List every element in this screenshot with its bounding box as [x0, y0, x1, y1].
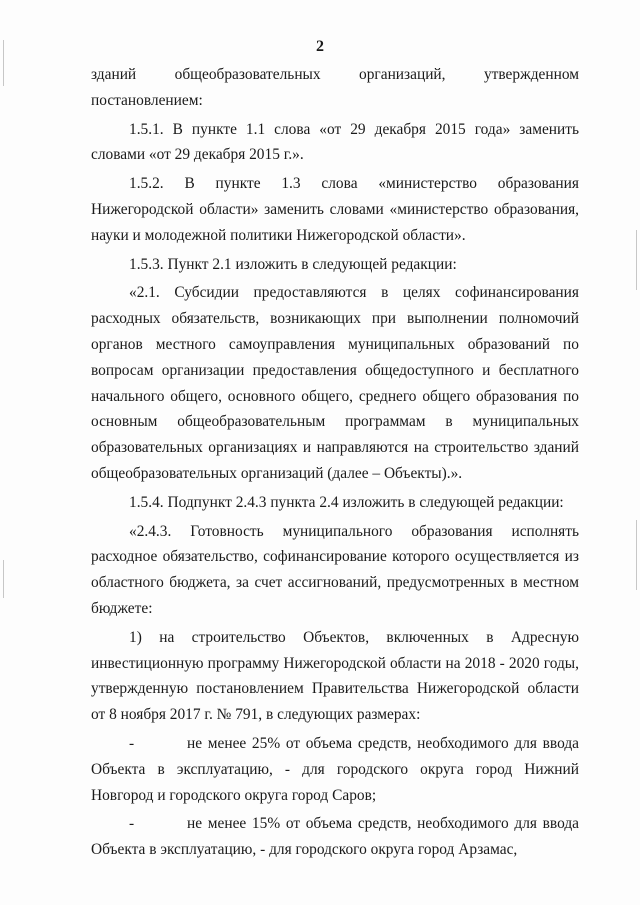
- scan-edge-mark: [3, 560, 4, 598]
- bullet-marker: -: [129, 815, 135, 833]
- bullet-item: [91, 731, 579, 808]
- bullet-item: [91, 811, 579, 863]
- page-number: 2: [316, 38, 324, 55]
- scan-edge-mark: [636, 520, 637, 590]
- paragraph-1-5-3: 1.5.3. Пункт 2.1 изложить в следующей редакции:: [129, 255, 457, 273]
- paragraph-1-5-4: 1.5.4. Подпункт 2.4.3 пункта 2.4 изложить в следующей редакции:: [129, 493, 564, 511]
- bullet-marker: -: [129, 734, 135, 752]
- scan-edge-mark: [636, 230, 637, 290]
- paragraph-1-5-1: 1.5.1. В пункте 1.1 слова «от 29 декабря 2015 года» заменить словами «от 29 декабря 2015 г.».: [91, 120, 579, 164]
- paragraph-continuation: зданий общеобразовательных организаций, утвержденном постановлением:: [91, 66, 579, 109]
- bullet-text: не менее 15% от объема средств, необходимого для ввода Объекта в эксплуатацию, - для городского округа город Арзамас,: [91, 815, 579, 859]
- bullet-text: не менее 25% от объема средств, необходимого для ввода Объекта в эксплуатацию, - для городского округа город Нижний Новгород и городского округа город Саров;: [91, 734, 579, 804]
- paragraph-1-5-2: 1.5.2. В пункте 1.3 слова «министерство образования Нижегородской области» заменить словами «министерство образования, науки и молодежной политики Нижегородской области».: [91, 175, 579, 244]
- paragraph-item-1: 1) на строительство Объектов, включенных в Адресную инвестиционную программу Нижегородской области на 2018 - 2020 годы, утвержденную постановлением Правительства Нижегородской области от 8 ноября 2017 г. № 791, в следующих размерах:: [91, 628, 579, 724]
- paragraph-2-1-quote: «2.1. Субсидии предоставляются в целях софинансирования расходных обязательств, возникающих при выполнении полномочий органов местного самоуправления муниципальных образований по вопросам организации предоставления общедоступного и бесплатного начального общего, основного общего, среднего общего образования по основным общеобразовательным программам в муниципальных образовательных организациях и направляются на строительство зданий общеобразовательных организаций (далее – Объекты).».: [91, 284, 579, 482]
- document-body: [91, 62, 579, 866]
- paragraph-2-4-3-quote: «2.4.3. Готовность муниципального образования исполнять расходное обязательство, софинансирование которого осуществляется из областного бюджета, за счет ассигнований, предусмотренных в местном бюджете:: [91, 522, 579, 617]
